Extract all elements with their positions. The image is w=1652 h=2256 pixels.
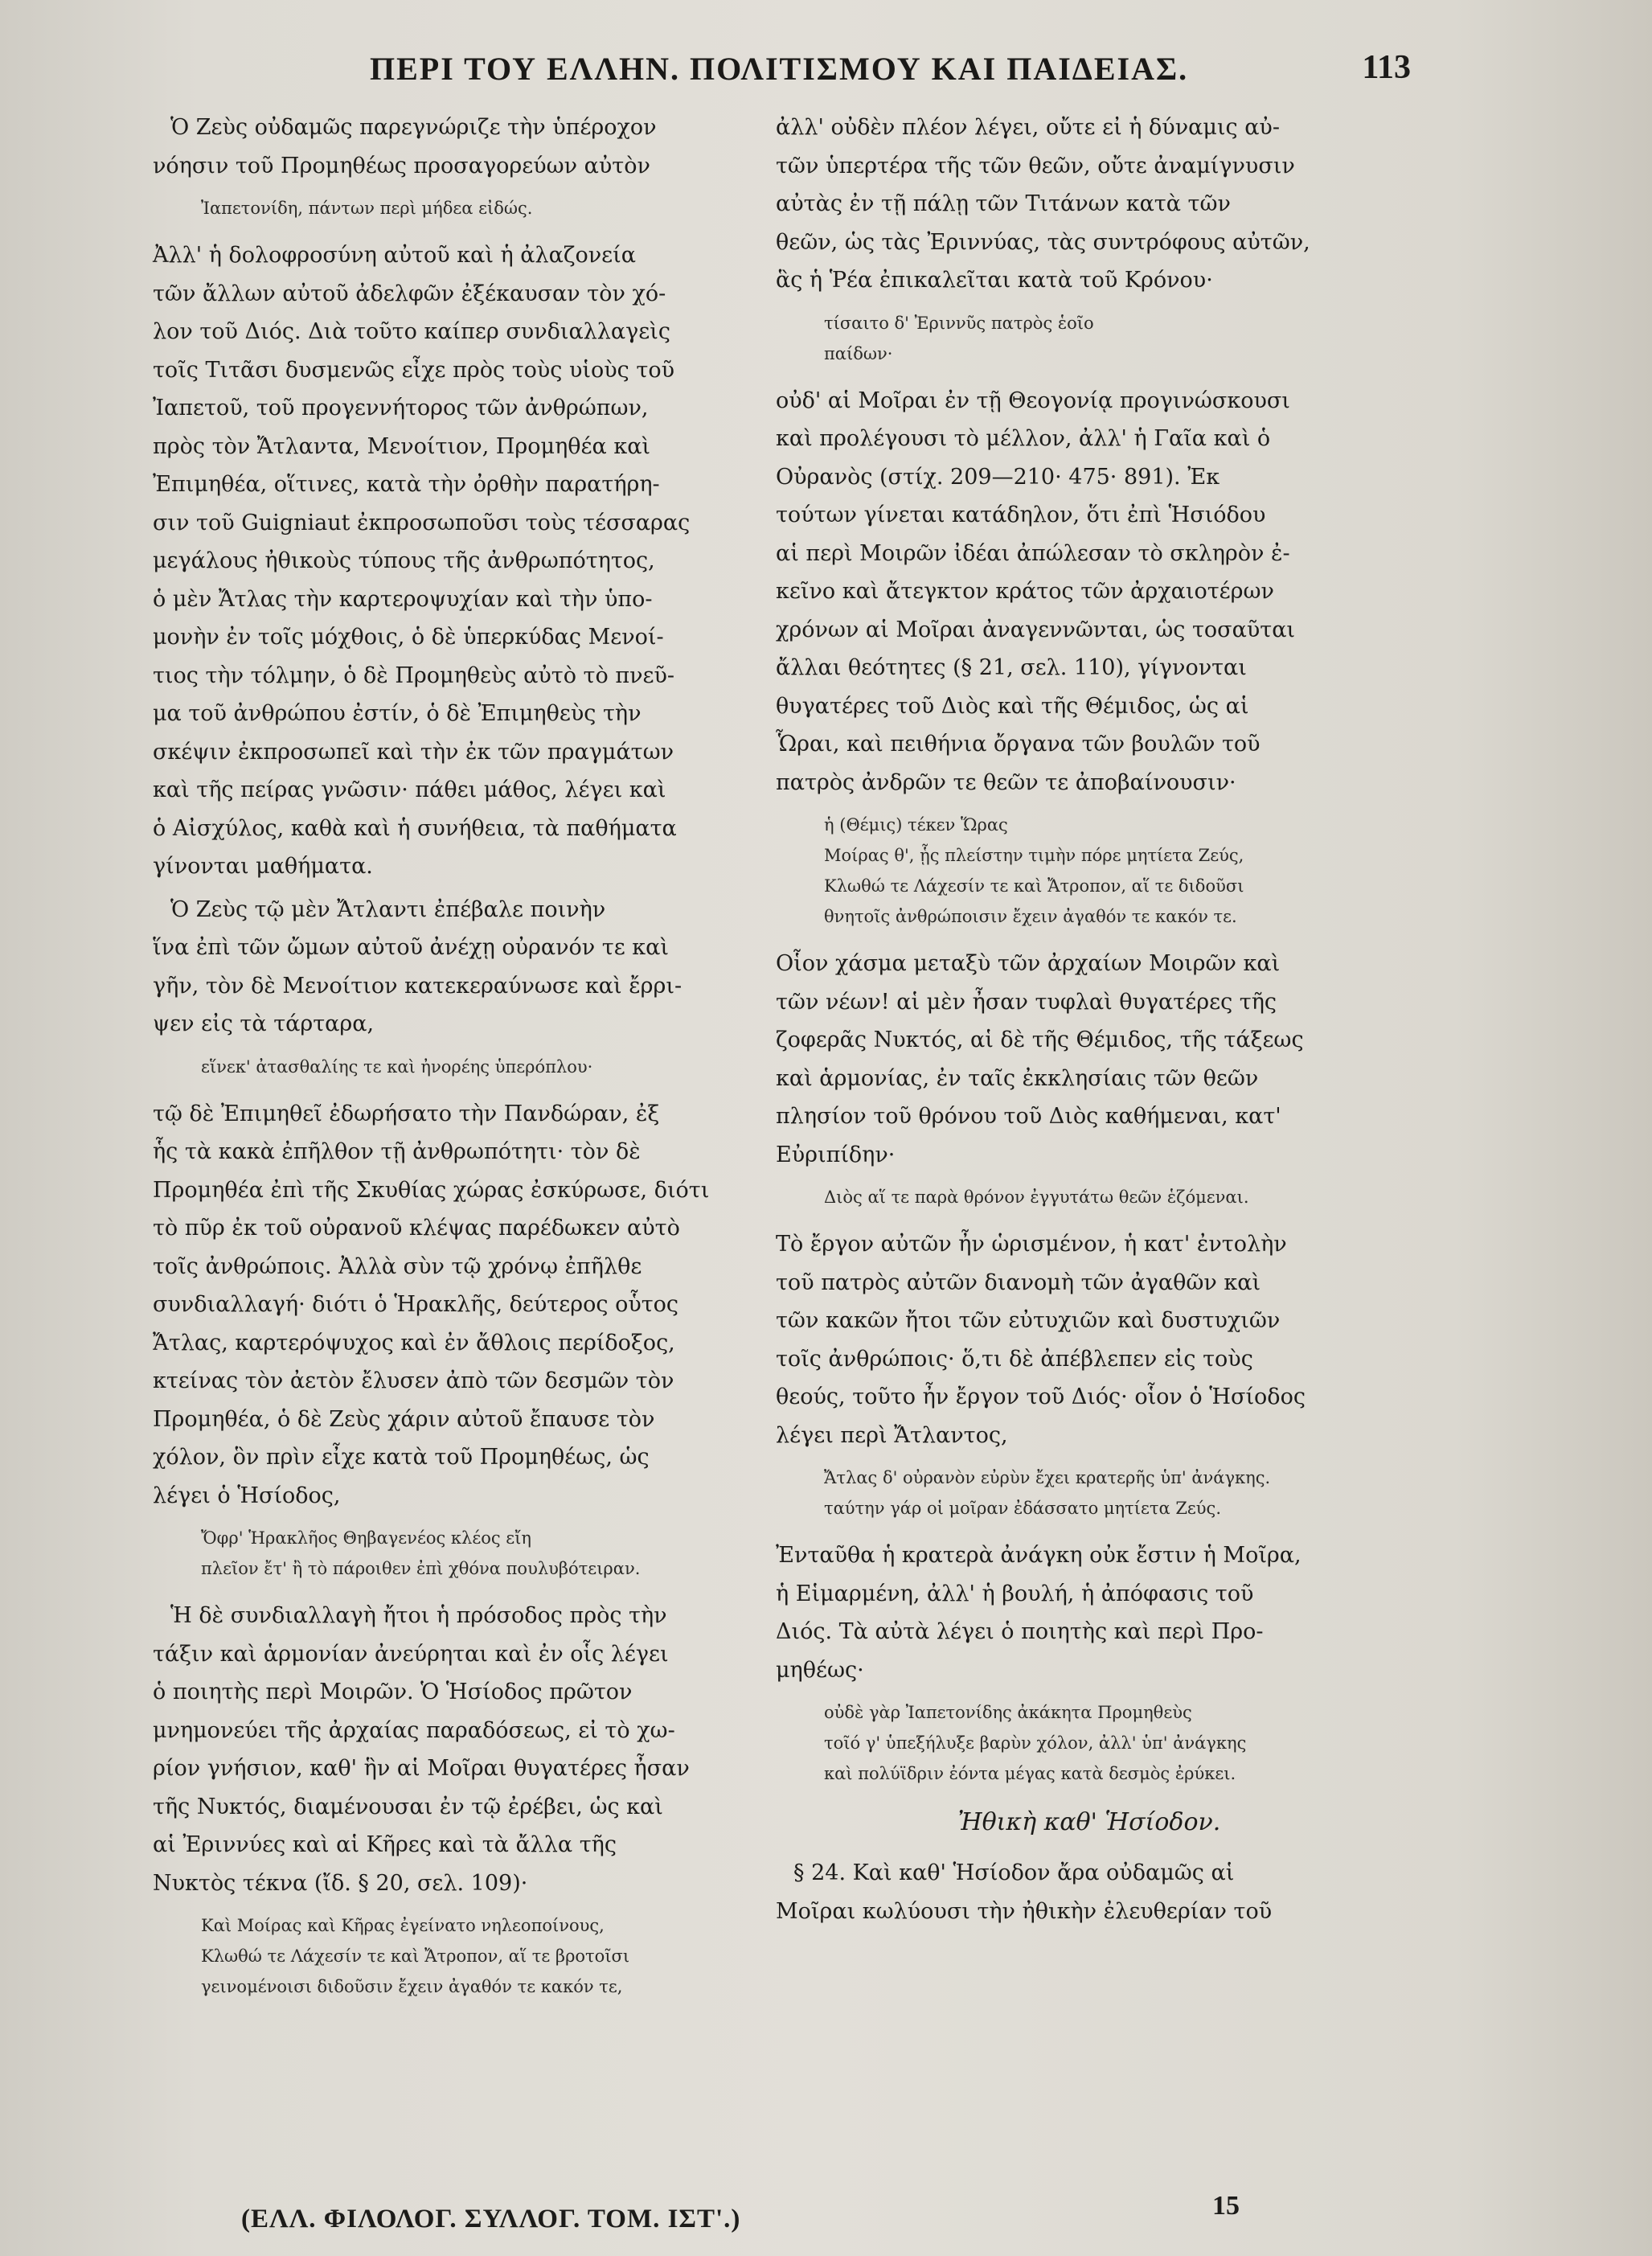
page-number: 113 xyxy=(1362,49,1411,86)
paragraph: Οἷον χάσμα μεταξὺ τῶν ἀρχαίων Μοιρῶν καὶ τῶν νέων! αἱ μὲν ἦσαν τυφλαὶ θυγατέρες τῆς ζοφερᾶς Νυκτός, αἱ δὲ τῆς Θέμιδος, τῆς τάξεως καὶ ἁρμονίας, ἐν ταῖς ἐκκλησίαις τῶν θεῶν πλησίον τοῦ θρόνου τοῦ Διὸς καθήμεναι, κατ' Εὐριπίδην· xyxy=(776,951,1304,1167)
running-header: ΠΕΡΙ ΤΟΥ ΕΛΛΗΝ. ΠΟΛΙΤΙΣΜΟΥ ΚΑΙ ΠΑΙΔΕΙΑΣ. xyxy=(370,51,1189,87)
verse-quote: εἵνεκ' ἀτασθαλίης τε καὶ ἠνορέης ὑπερόπλου· xyxy=(201,1056,593,1077)
verse-quote: Ἰαπετονίδη, πάντων περὶ μήδεα εἰδώς. xyxy=(201,199,533,218)
paragraph: Ἐνταῦθα ἡ κρατερὰ ἀνάγκη οὐκ ἔστιν ἡ Μοῖρα, ἡ Εἱμαρμένη, ἀλλ' ἡ βουλή, ἡ ἀπόφασις τοῦ Διός. Τὰ αὐτὰ λέγει ὁ ποιητὴς καὶ περὶ Προ- μηθέως· xyxy=(776,1543,1302,1683)
verse-quote: ἡ (Θέμις) τέκεν Ὥρας Μοίρας θ', ᾗς πλείστην τιμὴν πόρε μητίετα Ζεύς, Κλωθώ τε Λάχεσίν τε καὶ Ἄτροπον, αἵ τε διδοῦσι θνητοῖς ἀνθρώποισιν ἔχειν ἀγαθόν τε κακόν τε. xyxy=(824,815,1244,926)
verse-quote: Ὄφρ' Ἡρακλῆος Θηβαγενέος κλέος εἴη πλεῖον ἔτ' ἢ τὸ πάροιθεν ἐπὶ χθόνα πουλυβότειραν. xyxy=(201,1528,641,1578)
paragraph: Ὁ Ζεὺς τῷ μὲν Ἄτλαντι ἐπέβαλε ποινὴν ἵνα ἐπὶ τῶν ὤμων αὐτοῦ ἀνέχῃ οὐρανόν τε καὶ γῆν, τὸν δὲ Μενοίτιον κατεκεραύνωσε καὶ ἔρρι- ψεν εἰς τὰ τάρταρα, xyxy=(153,896,683,1036)
paragraph: ἀλλ' οὐδὲν πλέον λέγει, οὔτε εἰ ἡ δύναμις αὐ- τῶν ὑπερτέρα τῆς τῶν θεῶν, οὔτε ἀναμίγνυσιν αὐτὰς ἐν τῇ πάλῃ τῶν Τιτάνων κατὰ τῶν θεῶν, ὡς τὰς Ἐριννύας, τὰς συντρόφους αὐτῶν, ἃς ἡ Ῥέα ἐπικαλεῖται κατὰ τοῦ Κρόνου· xyxy=(776,115,1310,293)
journal-footer: (ΕΛΛ. ΦΙΛΟΛΟΓ. ΣΥΛΛΟΓ. ΤΟΜ. ΙΣΤ'.) xyxy=(241,2205,741,2233)
paragraph: Ὁ Ζεὺς οὐδαμῶς παρεγνώριζε τὴν ὑπέροχον νόησιν τοῦ Προμηθέως προσαγορεύων αὐτὸν xyxy=(153,115,657,178)
section-subheading: Ἠθικὴ καθ' Ἡσίοδον. xyxy=(957,1808,1221,1836)
paragraph: τῷ δὲ Ἐπιμηθεῖ ἐδωρήσατο τὴν Πανδώραν, ἐξ ἧς τὰ κακὰ ἐπῆλθον τῇ ἀνθρωπότητι· τὸν δὲ Προμηθέα ἐπὶ τῆς Σκυθίας χώρας ἐσκύρωσε, διότι τὸ πῦρ ἐκ τοῦ οὐρανοῦ κλέψας παρέδωκεν αὐτὸ τοῖς ἀνθρώποις. Ἀλλὰ σὺν τῷ χρόνῳ ἐπῆλθε συνδιαλλαγή· διότι ὁ Ἡρακλῆς, δεύτερος οὗτος Ἄτλας, καρτερόψυχος καὶ ἐν ἄθλοις περίδοξος, κτείνας τὸν ἀετὸν ἔλυσεν ἀπὸ τῶν δεσμῶν τὸν Προμηθέα, ὁ δὲ Ζεὺς χάριν αὐτοῦ ἔπαυσε τὸν χόλον, ὃν πρὶν εἶχε κατὰ τοῦ Προμηθέως, ὡς λέγει ὁ Ἡσίοδος, xyxy=(153,1101,710,1508)
left-column xyxy=(153,109,748,2015)
verse-quote: Διὸς αἵ τε παρὰ θρόνον ἐγγυτάτω θεῶν ἑζόμεναι. xyxy=(824,1187,1249,1207)
signature-mark: 15 xyxy=(1212,2191,1240,2221)
verse-quote: οὐδὲ γὰρ Ἰαπετονίδης ἀκάκητα Προμηθεὺς τοῖό γ' ὑπεξήλυξε βαρὺν χόλον, ἀλλ' ὑπ' ἀνάγκης καὶ πολύϊδριν ἐόντα μέγας κατὰ δεσμὸς ἐρύκει. xyxy=(824,1703,1247,1783)
paragraph: οὐδ' αἱ Μοῖραι ἐν τῇ Θεογονίᾳ προγινώσκουσι καὶ προλέγουσι τὸ μέλλον, ἀλλ' ἡ Γαῖα καὶ ὁ Οὐρανὸς (στίχ. 209—210· 475· 891). Ἐκ τούτων γίνεται κατάδηλον, ὅτι ἐπὶ Ἡσιόδου αἱ περὶ Μοιρῶν ἰδέαι ἀπώλεσαν τὸ σκληρὸν ἐ- κεῖνο καὶ ἄτεγκτον κράτος τῶν ἀρχαιοτέρων χρόνων αἱ Μοῖραι ἀναγεννῶνται, ὡς τοσαῦται ἄλλαι θεότητες (§ 21, σελ. 110), γίγνονται θυγατέρες τοῦ Διὸς καὶ τῆς Θέμιδος, ὡς αἱ Ὧραι, καὶ πειθήνια ὄργανα τῶν βουλῶν τοῦ πατρὸς ἀνδρῶν τε θεῶν τε ἀποβαίνουσιν· xyxy=(776,388,1296,795)
verse-quote: τίσαιτο δ' Ἐριννῦς πατρὸς ἑοῖο παίδων· xyxy=(824,313,1094,363)
paragraph: Ἡ δὲ συνδιαλλαγὴ ἤτοι ἡ πρόσοδος πρὸς τὴν τάξιν καὶ ἁρμονίαν ἀνεύρηται καὶ ἐν οἷς λέγει ὁ ποιητὴς περὶ Μοιρῶν. Ὁ Ἡσίοδος πρῶτον μνημονεύει τῆς ἀρχαίας παραδόσεως, εἰ τὸ χω- ρίον γνήσιον, καθ' ἣν αἱ Μοῖραι θυγατέρες ἦσαν τῆς Νυκτός, διαμένουσαι ἐν τῷ ἐρέβει, ὡς καὶ αἱ Ἐριννύες καὶ αἱ Κῆρες καὶ τὰ ἄλλα τῆς Νυκτὸς τέκνα (ἴδ. § 20, σελ. 109)· xyxy=(153,1603,690,1896)
paragraph: Τὸ ἔργον αὐτῶν ἦν ὡρισμένον, ἡ κατ' ἐντολὴν τοῦ πατρὸς αὐτῶν διανομὴ τῶν ἀγαθῶν καὶ τῶν κακῶν ἤτοι τῶν εὐτυχιῶν καὶ δυστυχιῶν τοῖς ἀνθρώποις· ὅ,τι δὲ ἀπέβλεπεν εἰς τοὺς θεούς, τοῦτο ἦν ἔργον τοῦ Διός· οἷον ὁ Ἡσίοδος λέγει περὶ Ἄτλαντος, xyxy=(776,1232,1306,1448)
right-column xyxy=(776,109,1403,1935)
paragraph: § 24. Καὶ καθ' Ἡσίοδον ἄρα οὐδαμῶς αἱ Μοῖραι κωλύουσι τὴν ἠθικὴν ἐλευθερίαν τοῦ xyxy=(776,1860,1273,1924)
verse-quote: Καὶ Μοίρας καὶ Κῆρας ἐγείνατο νηλεοποίνους, Κλωθώ τε Λάχεσίν τε καὶ Ἄτροπον, αἵ τε βροτοῖσι γεινομένοισι διδοῦσιν ἔχειν ἀγαθόν τε κακόν τε, xyxy=(201,1916,630,1996)
paragraph: Ἀλλ' ἡ δολοφροσύνη αὐτοῦ καὶ ἡ ἀλαζονεία τῶν ἄλλων αὐτοῦ ἀδελφῶν ἐξέκαυσαν τὸν χό- λον τοῦ Διός. Διὰ τοῦτο καίπερ συνδιαλλαγεὶς τοῖς Τιτᾶσι δυσμενῶς εἶχε πρὸς τοὺς υἱοὺς τοῦ Ἰαπετοῦ, τοῦ προγεννήτορος τῶν ἀνθρώπων, πρὸς τὸν Ἄτλαντα, Μενοίτιον, Προμηθέα καὶ Ἐπιμηθέα, οἵτινες, κατὰ τὴν ὀρθὴν παρατήρη- σιν τοῦ Guigniaut ἐκπροσωποῦσι τοὺς τέσσαρας μεγάλους ἠθικοὺς τύπους τῆς ἀνθρωπότητος, ὁ μὲν Ἄτλας τὴν καρτεροψυχίαν καὶ τὴν ὑπο- μονὴν ἐν τοῖς μόχθοις, ὁ δὲ ὑπερκύδας Μενοί- τιος τὴν τόλμην, ὁ δὲ Προμηθεὺς αὐτὸ τὸ πνεῦ- μα τοῦ ἀνθρώπου ἐστίν, ὁ δὲ Ἐπιμηθεὺς τὴν σκέψιν ἐκπροσωπεῖ καὶ τὴν ἐκ τῶν πραγμάτων καὶ τῆς πείρας γνῶσιν· πάθει μάθος, λέγει καὶ ὁ Αἰσχύλος, καθὰ καὶ ἡ συνήθεια, τὰ παθήματα γίνονται μαθήματα. xyxy=(153,243,691,879)
verse-quote: Ἄτλας δ' οὐρανὸν εὐρὺν ἔχει κρατερῆς ὑπ' ἀνάγκης. ταύτην γάρ οἱ μοῖραν ἐδάσσατο μητίετα Ζεύς. xyxy=(824,1468,1271,1518)
